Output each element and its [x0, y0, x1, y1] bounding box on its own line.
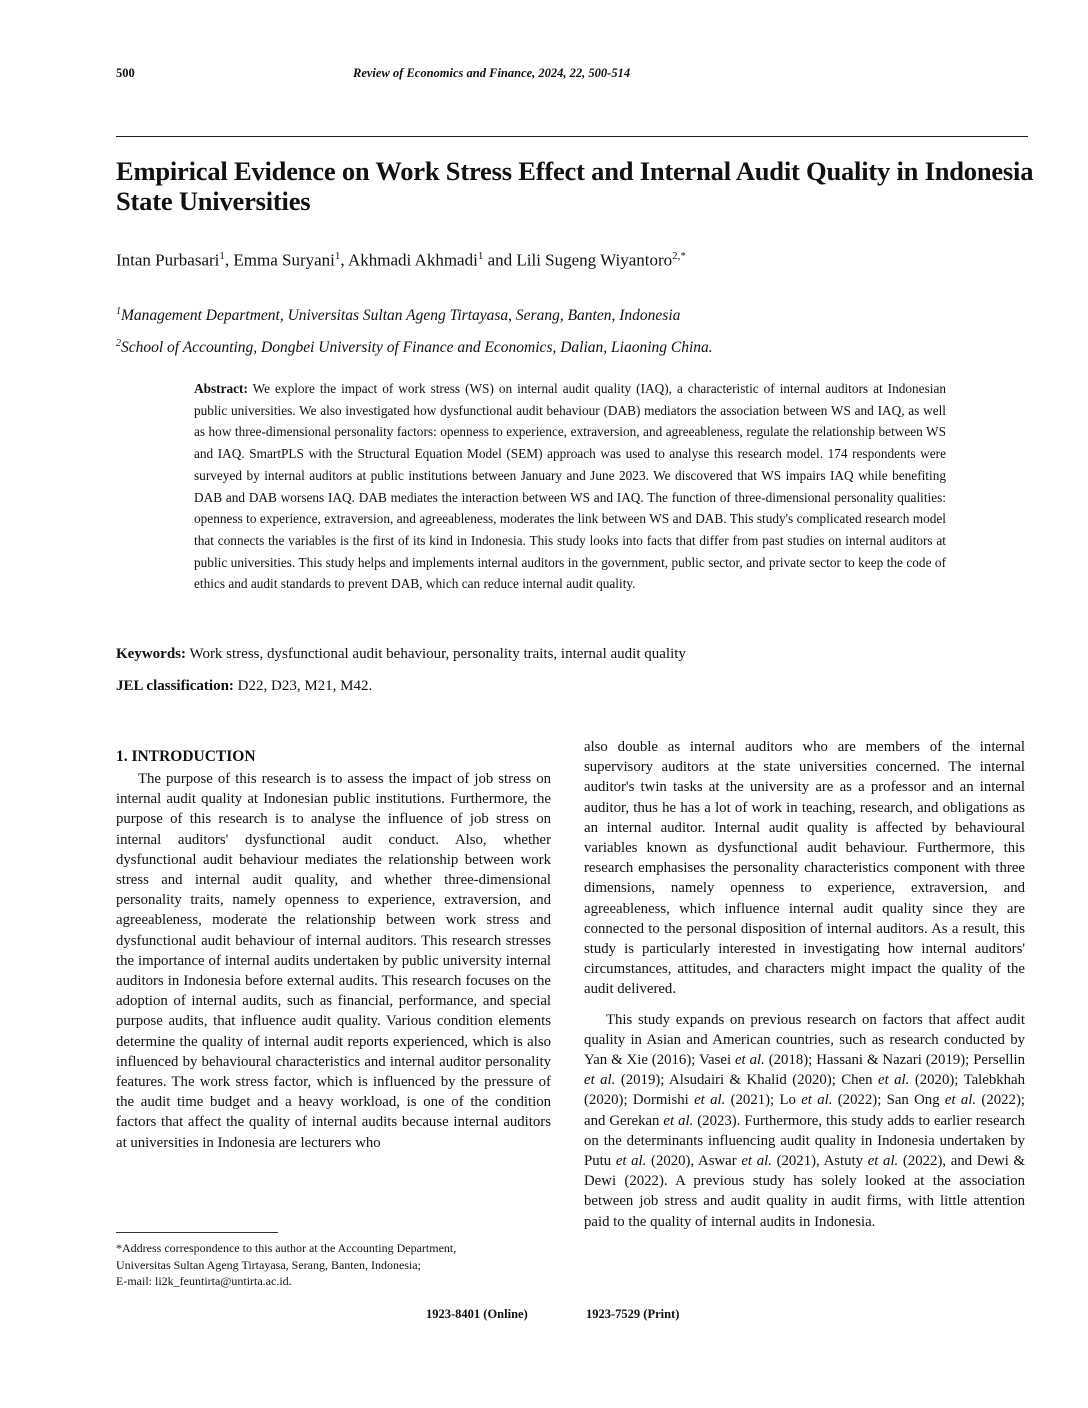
issn-online: 1923-8401 (Online) — [426, 1307, 528, 1321]
author-affiliation-mark: 2,* — [672, 250, 686, 262]
section-heading: 1. INTRODUCTION — [116, 748, 256, 765]
abstract-label: Abstract: — [194, 381, 248, 396]
text-run: (2023). Furthermore, this study adds to earlier research on the determinants influencing audit quality in Indonesia undertaken by Putu — [584, 1112, 1025, 1170]
author-name: Emma Suryani — [233, 250, 335, 270]
text-run: (2022); and Gerekan — [584, 1092, 1025, 1129]
keywords — [116, 646, 686, 663]
keywords-label: Keywords: — [116, 646, 186, 662]
jel-text: D22, D23, M21, M42. — [237, 678, 373, 694]
affiliation-text: School of Accounting, Dongbei University of Finance and Economics, Dalian, Liaoning China. — [121, 339, 713, 357]
keywords-text: Work stress, dysfunctional audit behaviour, personality traits, internal audit quality — [189, 646, 686, 662]
author-separator: , — [340, 250, 348, 270]
affiliation-text: Management Department, Universitas Sultan Ageng Tirtayasa, Serang, Banten, Indonesia — [121, 307, 681, 325]
et-al: et al. — [584, 1072, 616, 1089]
running-header — [116, 66, 1028, 84]
intro-paragraph-2 — [584, 1010, 1025, 1232]
header-rule — [116, 136, 1028, 137]
abstract-text: We explore the impact of work stress (WS) on internal audit quality (IAQ), a characteristic of internal auditors at Indonesian public universities. We also investigated how dysfunctional audit behaviour (DAB) mediators the association between WS and IAQ, as well as how three-dimensional personality factors: openness to experience, extraversion, and agreeableness, regulate the relationship between WS and IAQ. SmartPLS with the Structural Equation Model (SEM) approach was used to analyse this research model. 174 respondents were surveyed by internal auditors at public institutions between January and June 2023. We discovered that WS impairs IAQ while benefiting DAB and DAB worsens IAQ. DAB mediates the interaction between WS and IAQ. The function of three-dimensional personality qualities: openness to experience, extraversion, and agreeableness, moderates the link between WS and DAB. This study's complicated research model that connects the variables is the first of its kind in Indonesia. This study looks into facts that differ from past studies on internal auditors at public universities. This study helps and implements internal auditors in the government, public sector, and private sector to keep the code of ethics and audit standards to prevent DAB, which can reduce internal audit quality. — [194, 381, 946, 592]
text-run: (2020), Aswar — [646, 1153, 742, 1170]
et-al: et al. — [944, 1092, 977, 1109]
author-list — [116, 250, 686, 271]
abstract — [194, 378, 946, 595]
author-name: Lili Sugeng Wiyantoro — [516, 250, 673, 270]
affiliation-1 — [116, 306, 680, 325]
journal-citation: Review of Economics and Finance, 2024, 22, 500-514 — [353, 66, 631, 80]
intro-paragraph-1: The purpose of this research is to assess the impact of job stress on internal audit quality at Indonesian public institutions. Furthermore, the purpose of this research is to analyse the influence of job stress on internal auditors' dysfunctional audit conduct. Also, whether dysfunctional audit behaviour mediates the relationship between work stress and internal audit quality, and whether three-dimensional personality traits, namely openness to experience, extraversion, and agreeableness, moderate the relationship between work stress and dysfunctional audit behaviour of internal auditors. This research stresses the importance of internal audits undertaken by public university internal auditors in Indonesia before external audits. This research focuses on the adoption of internal audits, such as financial, performance, and special purpose audits, that influence audit quality. Various condition elements determine the quality of internal audit reports experienced, which is also influenced by behavioural characteristics and internal auditor personality features. The work stress factor, which is influenced by the pressure of the audit time budget and a heavy workload, is one of the condition factors that affect the quality of internal audits because internal auditors at universities in Indonesia are lecturers who — [116, 771, 551, 1151]
jel-label: JEL classification: — [116, 678, 234, 694]
et-al: et al. — [741, 1153, 772, 1170]
affiliation-2 — [116, 338, 713, 357]
text-run: (2022), and Dewi & Dewi (2022). A previous study has solely looked at the association between job stress and audit quality in audit firms, with little attention paid to the quality of internal audits in Indonesia. — [584, 1153, 1026, 1230]
text-run: (2021), Astuty — [771, 1153, 868, 1170]
et-al: et al. — [615, 1153, 647, 1170]
correspondence-footnote — [116, 1240, 551, 1290]
footnote-rule — [116, 1232, 278, 1233]
author-name: Akhmadi Akhmadi — [347, 250, 478, 270]
text-run: This study expands on previous research on factors that affect audit quality in Asian and American countries, such as research conducted by Yan & Xie (2016); Vasei — [584, 1011, 1025, 1069]
text-run: (2019); Alsudairi & Khalid (2020); Chen — [615, 1072, 878, 1089]
author-affiliation-mark: 1 — [477, 250, 484, 262]
text-run: (2018); Hassani & Nazari (2019); Persellin — [764, 1052, 1025, 1069]
author-separator: and — [483, 250, 517, 270]
page-number: 500 — [116, 66, 135, 80]
et-al: et al. — [663, 1112, 694, 1129]
right-column — [584, 737, 1025, 1232]
et-al: et al. — [694, 1092, 726, 1109]
text-run: (2022); San Ong — [832, 1092, 945, 1109]
footnote-line: *Address correspondence to this author at the Accounting Department, — [116, 1241, 457, 1255]
et-al: et al. — [878, 1072, 910, 1089]
text-run: (2021); Lo — [725, 1092, 802, 1109]
affiliation-mark: 2 — [116, 338, 121, 349]
author-name: Intan Purbasari — [116, 250, 220, 270]
intro-paragraph-1-continued: also double as internal auditors who are members of the internal supervisory auditors at the state universities concerned. The internal auditor's twin tasks at the university are as a professor and an internal auditor, thus he has a lot of work in teaching, research, and obligations as an internal auditor. Internal audit quality is affected by behavioural variables known as dysfunctional audit behaviour. Furthermore, this research emphasises the personality characteristics component with three dimensions, namely openness to experience, extraversion, and agreeableness, which influence internal audit quality since they are connected to the personal disposition of internal auditors. As a result, this study is particularly interested in investigating how internal auditors' circumstances, attitudes, and characters might impact the quality of the audit delivered. — [584, 739, 1025, 998]
et-al: et al. — [867, 1153, 899, 1170]
author-affiliation-mark: 1 — [334, 250, 341, 262]
issn-print: 1923-7529 (Print) — [586, 1307, 680, 1321]
footnote-line: Universitas Sultan Ageng Tirtayasa, Serang, Banten, Indonesia; — [116, 1257, 421, 1272]
author-affiliation-mark: 1 — [219, 250, 225, 262]
text-run: (2020); Talebkhah (2020); Dormishi — [584, 1072, 1025, 1109]
et-al: et al. — [734, 1052, 765, 1069]
author-separator: , — [224, 250, 234, 270]
et-al: et al. — [801, 1092, 833, 1109]
left-column — [116, 747, 551, 1153]
paper-title: Empirical Evidence on Work Stress Effect and Internal Audit Quality in Indonesia State Universities — [116, 156, 1034, 216]
jel-classification — [116, 678, 372, 695]
footnote-email: E-mail: li2k_feuntirta@untirta.ac.id. — [116, 1274, 292, 1288]
affiliation-mark: 1 — [116, 306, 121, 317]
